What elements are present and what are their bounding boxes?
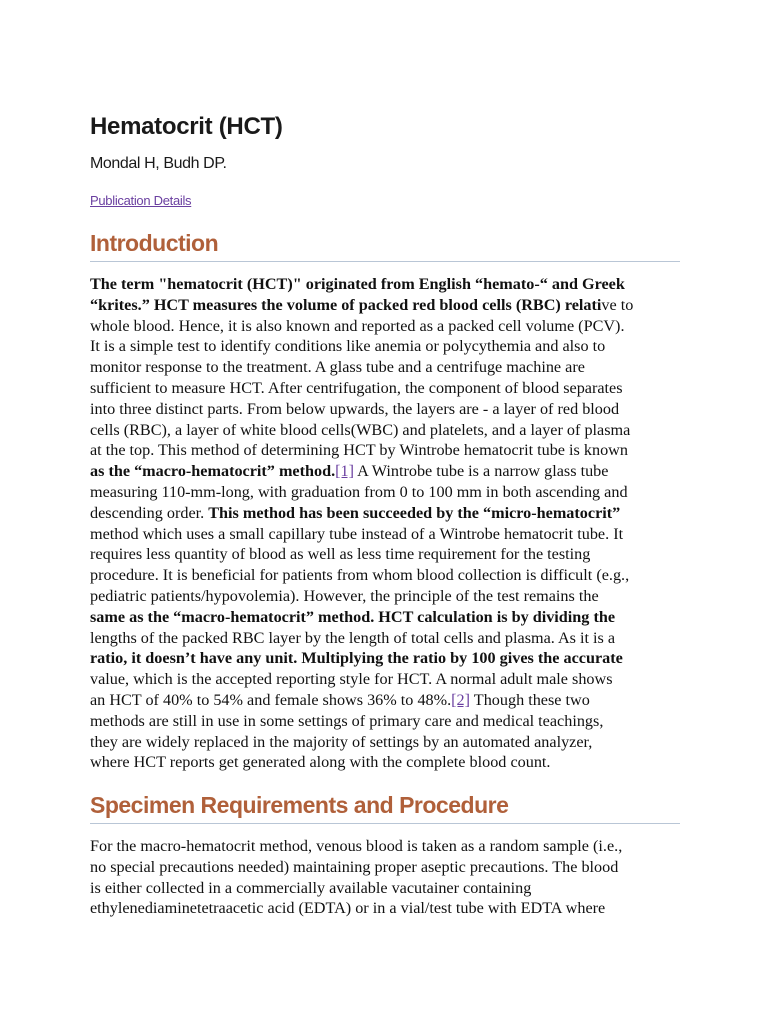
text-line	[90, 274, 680, 295]
text-run: sufficient to measure HCT. After centrifugation, the component of blood separates	[90, 378, 623, 397]
text-run: method which uses a small capillary tube instead of a Wintrobe hematocrit tube. It	[90, 524, 624, 543]
text-run: lengths of the packed RBC layer by the length of total cells and plasma. As it is a	[90, 628, 616, 647]
bold-text: The term "hematocrit (HCT)" originated from English “hemato-“ and Greek	[90, 275, 625, 293]
text-line	[90, 690, 680, 711]
text-line	[90, 544, 680, 565]
text-run: into three distinct parts. From below upwards, the layers are - a layer of red blood	[90, 399, 620, 418]
bold-text: ratio, it doesn’t have any unit. Multiplying the ratio by 100 gives the accurate	[90, 649, 623, 668]
text-line	[90, 607, 680, 628]
text-run: pediatric patients/hypovolemia). However, the principle of the test remains the	[90, 586, 599, 605]
text-line	[90, 732, 680, 753]
text-line	[90, 857, 680, 878]
reference-link[interactable]: [1]	[335, 462, 355, 481]
text-run: A Wintrobe tube is a narrow glass tube	[354, 462, 609, 481]
text-run: requires less quantity of blood as well as less time requirement for the testing	[90, 545, 591, 564]
text-run: descending order.	[90, 503, 209, 522]
authors: Mondal H, Budh DP.	[90, 155, 227, 172]
text-run: It is a simple test to identify conditions like anemia or polycythemia and also to	[90, 337, 606, 356]
text-line	[90, 565, 680, 586]
section-heading-specimen: Specimen Requirements and Procedure	[90, 792, 680, 824]
text-line	[90, 586, 680, 607]
bold-text: as the “macro-hematocrit” method.	[90, 462, 336, 481]
text-line	[90, 503, 680, 524]
reference-link[interactable]: [2]	[451, 690, 471, 709]
bold-text: This method has been succeeded by the “micro-hematocrit”	[208, 503, 621, 522]
text-run: they are widely replaced in the majority of settings by an automated analyzer,	[90, 732, 593, 751]
section-heading-introduction: Introduction	[90, 230, 680, 262]
specimen-paragraph	[90, 836, 680, 919]
text-line	[90, 628, 680, 649]
text-run: methods are still in use in some settings of primary care and medical teachings,	[90, 711, 604, 730]
text-run: an HCT of 40% to 54% and female shows 36% to 48%.	[90, 690, 452, 709]
text-line	[90, 378, 680, 399]
text-run: ve to	[601, 295, 634, 314]
text-run: value, which is the accepted reporting style for HCT. A normal adult male shows	[90, 670, 613, 689]
text-line	[90, 440, 680, 461]
text-line	[90, 295, 680, 316]
text-run: whole blood. Hence, it is also known and reported as a packed cell volume (PCV).	[90, 316, 625, 335]
document-title: Hematocrit (HCT)	[90, 113, 283, 140]
text-run: Though these two	[470, 690, 590, 709]
text-line	[90, 669, 680, 690]
text-line	[90, 524, 680, 545]
text-line	[90, 878, 680, 899]
text-line	[90, 752, 680, 773]
text-run: cells (RBC), a layer of white blood cells(WBC) and platelets, and a layer of plasma	[90, 420, 631, 439]
text-run: For the macro-hematocrit method, venous blood is taken as a random sample (i.e.,	[90, 837, 623, 855]
text-line	[90, 399, 680, 420]
text-line	[90, 461, 680, 482]
text-line	[90, 420, 680, 441]
text-line	[90, 482, 680, 503]
text-line	[90, 336, 680, 357]
text-line	[90, 836, 680, 857]
introduction-paragraph	[90, 274, 680, 773]
bold-text: same as the “macro-hematocrit” method. HCT calculation is by dividing the	[90, 607, 616, 626]
text-run: monitor response to the treatment. A glass tube and a centrifuge machine are	[90, 358, 585, 377]
text-run: is either collected in a commercially available vacutainer containing	[90, 878, 532, 897]
bold-text: “krites.” HCT measures the volume of packed red blood cells (RBC) relati	[90, 295, 602, 314]
text-run: measuring 110-mm-long, with graduation from 0 to 100 mm in both ascending and	[90, 482, 628, 501]
text-run: no special precautions needed) maintaining proper aseptic precautions. The blood	[90, 857, 619, 876]
text-run: at the top. This method of determining HCT by Wintrobe hematocrit tube is known	[90, 441, 628, 460]
text-run: procedure. It is beneficial for patients from whom blood collection is difficult (e.g.,	[90, 566, 630, 585]
text-line	[90, 648, 680, 669]
text-line	[90, 316, 680, 337]
text-line	[90, 898, 680, 919]
text-run: where HCT reports get generated along with the complete blood count.	[90, 753, 551, 772]
text-line	[90, 357, 680, 378]
text-line	[90, 711, 680, 732]
text-run: ethylenediaminetetraacetic acid (EDTA) or in a vial/test tube with EDTA where	[90, 899, 606, 918]
publication-details-link[interactable]: Publication Details	[90, 193, 192, 208]
